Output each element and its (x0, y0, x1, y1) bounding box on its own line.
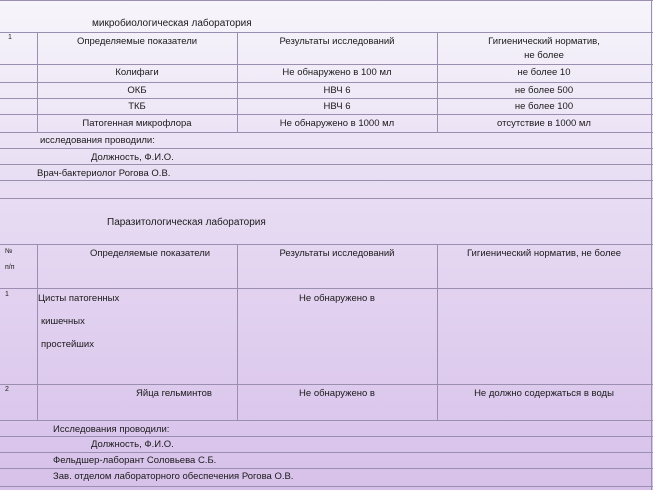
para-header-indicators: Определяемые показатели (89, 248, 211, 259)
micro-row-result: Не обнаружено в 1000 мл (279, 118, 395, 129)
micro-row-name: Колифаги (115, 67, 159, 78)
micro-row-norm: не более 100 (514, 101, 574, 112)
micro-header-norm-line1: Гигиенический норматив, (488, 36, 600, 47)
border-line (0, 198, 653, 199)
border-line (0, 64, 653, 65)
column-line (237, 32, 238, 132)
micro-row-norm: отсутствие в 1000 мл (497, 118, 591, 129)
border-line (0, 82, 653, 83)
para-header-num-line2: п/п (5, 264, 15, 271)
para-row-result: Не обнаружено в (299, 388, 375, 399)
micro-section-title: микробиологическая лаборатория (92, 18, 252, 29)
border-line (0, 32, 653, 33)
micro-row-result: НВЧ 6 (323, 101, 351, 112)
border-line (0, 384, 653, 385)
micro-row-norm: не более 10 (517, 67, 571, 78)
border-line (0, 180, 653, 181)
border-line (0, 244, 653, 245)
border-line (0, 420, 653, 421)
micro-header-norm-line2: не более (524, 50, 564, 61)
para-row-num: 1 (5, 291, 9, 298)
border-line (0, 468, 653, 469)
para-row-num: 2 (5, 386, 9, 393)
para-header-num-line1: № (5, 248, 13, 255)
para-header-norm: Гигиенический норматив, не более (466, 248, 622, 259)
para-staff-assistant: Фельдшер-лаборант Соловьева С.Б. (53, 455, 217, 466)
para-row-norm: Не должно содержаться в воды (474, 388, 614, 399)
border-line (0, 132, 653, 133)
para-row-name: Яйца гельминтов (136, 388, 212, 399)
micro-corner-mark: 1 (8, 34, 12, 41)
page-right-edge (651, 0, 652, 490)
para-row-name: кишечных (41, 316, 85, 327)
border-line (0, 0, 653, 1)
column-line (37, 32, 38, 132)
para-position-label: Должность, Ф.И.О. (91, 439, 174, 450)
micro-row-norm: не более 500 (514, 85, 574, 96)
para-staff-head: Зав. отделом лабораторного обеспечения Рогова О.В. (53, 471, 294, 482)
micro-header-indicators: Определяемые показатели (76, 36, 198, 47)
column-line (437, 32, 438, 132)
border-line (0, 164, 653, 165)
border-line (0, 288, 653, 289)
micro-header-results: Результаты исследований (279, 36, 395, 47)
column-line (37, 244, 38, 420)
para-conducted-label: Исследования проводили: (53, 424, 170, 435)
micro-row-name: ОКБ (127, 85, 147, 96)
para-section-title: Паразитологическая лаборатория (107, 217, 266, 228)
micro-row-result: Не обнаружено в 100 мл (282, 67, 392, 78)
para-row-name: Цисты патогенных (38, 293, 120, 304)
micro-staff: Врач-бактериолог Рогова О.В. (37, 168, 171, 179)
para-row-name: простейших (41, 339, 94, 350)
micro-row-name: Патогенная микрофлора (82, 118, 192, 129)
border-line (0, 486, 653, 487)
para-header-results: Результаты исследований (279, 248, 395, 259)
border-line (0, 148, 653, 149)
micro-position-label: Должность, Ф.И.О. (91, 152, 174, 163)
micro-row-result: НВЧ 6 (323, 85, 351, 96)
border-line (0, 436, 653, 437)
border-line (0, 98, 653, 99)
para-row-result: Не обнаружено в (299, 293, 375, 304)
micro-conducted-label: исследования проводили: (40, 135, 155, 146)
border-line (0, 452, 653, 453)
border-line (0, 114, 653, 115)
micro-row-name: ТКБ (128, 101, 146, 112)
